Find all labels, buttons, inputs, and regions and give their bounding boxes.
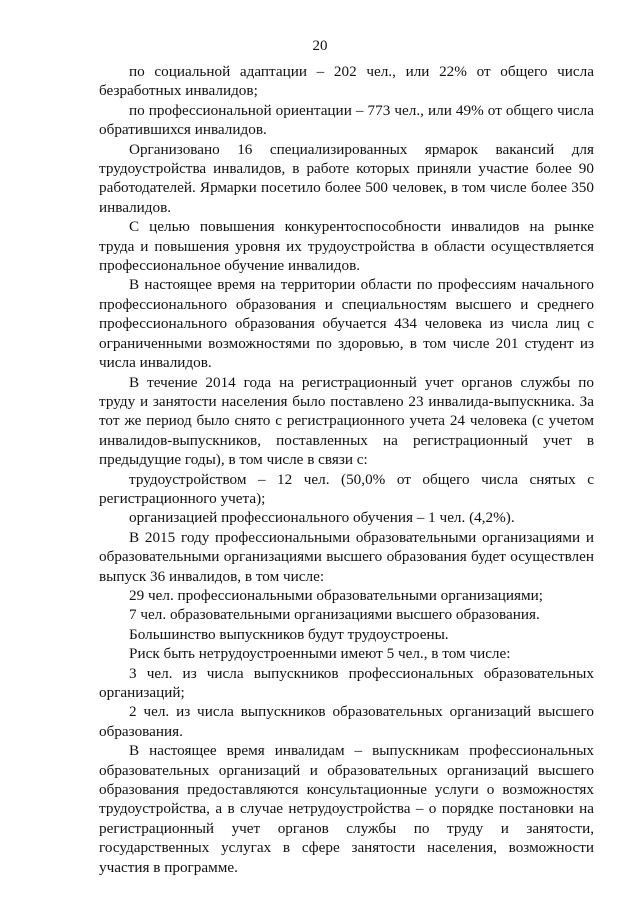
paragraph: В 2015 году профессиональными образовательными организациями и образовательными организациями высшего образования будет осуществлен выпуск 36 инвалидов, в том числе:: [99, 528, 594, 585]
paragraph: Риск быть нетрудоустроенными имеют 5 чел., в том числе:: [129, 645, 511, 663]
paragraph: по социальной адаптации – 202 чел., или 22% от общего числа безработных инвалидов;: [99, 63, 594, 100]
paragraph: трудоустройством – 12 чел. (50,0% от общего числа снятых с регистрационного учета);: [99, 470, 594, 507]
page-number: 20: [312, 38, 328, 54]
paragraph: Организовано 16 специализированных ярмарок вакансий для трудоустройства инвалидов, в работе которых приняли участие более 90 работодателей. Ярмарки посетило более 500 человек, в том числе более 350 инвалидов.: [99, 140, 594, 216]
paragraph: Большинство выпускников будут трудоустроены.: [129, 625, 449, 643]
paragraph: 29 чел. профессиональными образовательными организациями;: [129, 586, 543, 604]
paragraph: В течение 2014 года на регистрационный учет органов службы по труду и занятости населения было поставлено 23 инвалида-выпускника. За тот же период было снято с регистрационного учета 24 человека (с учетом инвалидов-выпускников, поставленных на регистрационный учет в предыдущие годы), в том числе в связи с:: [99, 373, 594, 469]
body-text: [99, 62, 594, 877]
paragraph: по профессиональной ориентации – 773 чел., или 49% от общего числа обратившихся инвалидов.: [99, 101, 594, 139]
paragraph: 7 чел. образовательными организациями высшего образования.: [129, 606, 540, 624]
paragraph: В настоящее время инвалидам – выпускникам профессиональных образовательных организаций и образовательных организаций высшего образования предоставляются консультационные услуги о возможностях трудоустройства, а в случае нетрудоустройства – о порядке постановки на регистрационный учет органов службы по труду и занятости, государственных услугах в сфере занятости населения, возможности участия в программе.: [99, 742, 594, 876]
paragraph: С целью повышения конкурентоспособности инвалидов на рынке труда и повышения уровня их трудоустройства в области осуществляется профессиональное обучение инвалидов.: [99, 218, 594, 275]
paragraph: 2 чел. из числа выпускников образовательных организаций высшего образования.: [99, 703, 594, 740]
paragraph: организацией профессионального обучения – 1 чел. (4,2%).: [129, 509, 515, 527]
paragraph: 3 чел. из числа выпускников профессиональных образовательных организаций;: [99, 664, 594, 701]
paragraph: В настоящее время на территории области по профессиям начального профессионального образования и специальностям высшего и среднего профессионального образования обучается 434 человека из числа лиц с ограниченными возможностями по здоровью, в том числе 201 студент из числа инвалидов.: [99, 276, 594, 372]
